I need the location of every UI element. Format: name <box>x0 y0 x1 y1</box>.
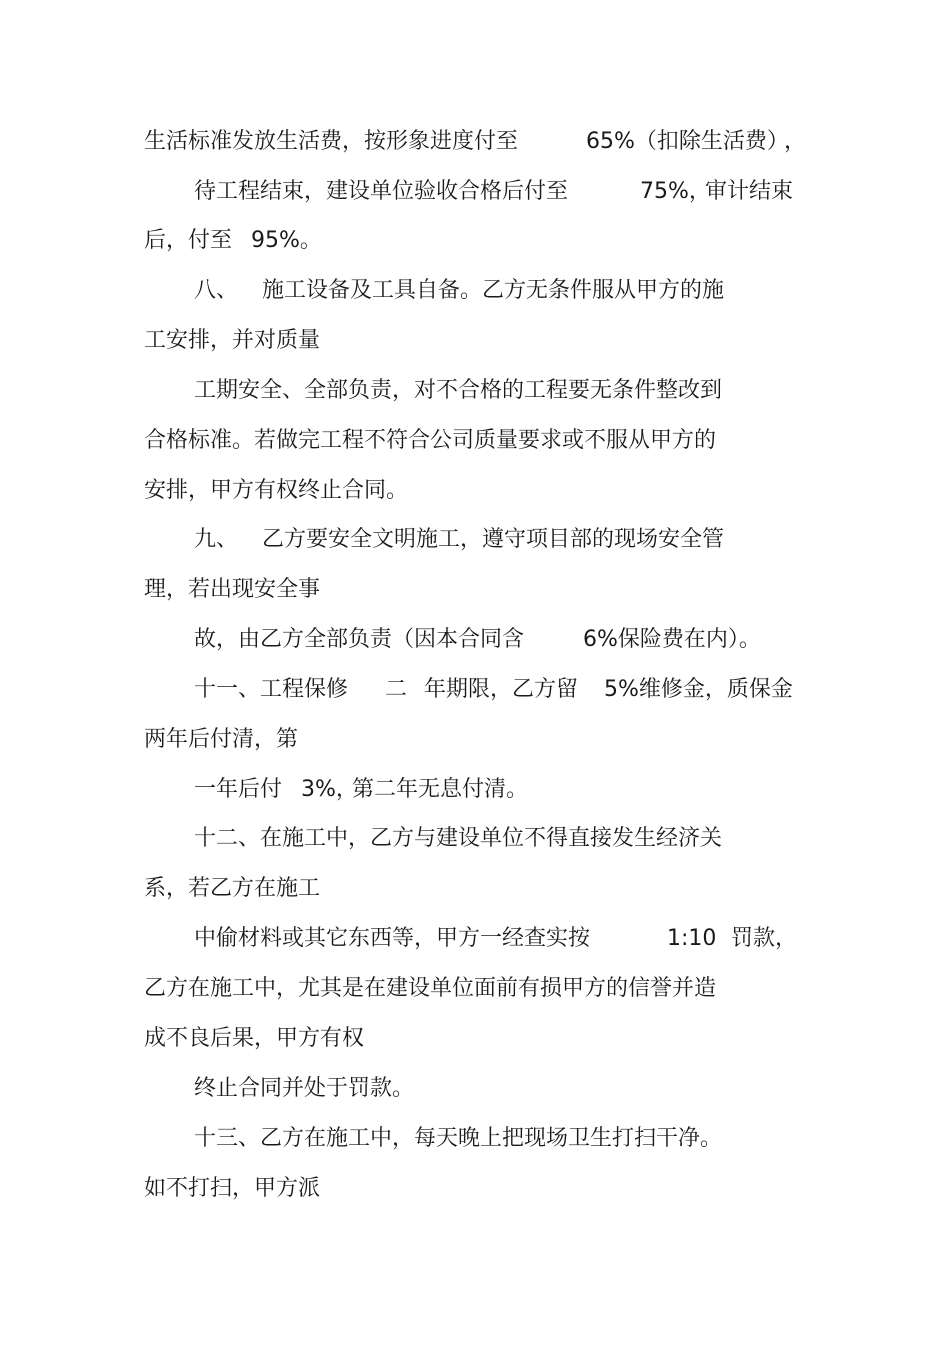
text-line <box>0 226 950 256</box>
text-segment: 系，若乙方在施工 <box>144 876 321 901</box>
text-segment: 中偷材料或其它东西等，甲方一经查实按 <box>194 926 591 951</box>
text-segment: 6%保险费在内）。 <box>583 627 761 652</box>
text-segment: 第二年无息付清。 <box>352 777 529 802</box>
section-number: 八、 <box>194 278 239 303</box>
text-segment: 乙方要安全文明施工，遵守项目部的现场安全管 <box>262 527 725 552</box>
text-line <box>0 326 950 356</box>
text-segment: 5%维修金，质保金 <box>604 677 793 702</box>
text-line <box>0 675 950 705</box>
text-segment: 合格标准。若做完工程不符合公司质量要求或不服从甲方的 <box>144 428 717 453</box>
text-line <box>0 775 950 805</box>
text-segment: 待工程结束，建设单位验收合格后付至 <box>194 179 569 204</box>
text-segment: 95%。 <box>251 228 322 253</box>
text-segment: 3%， <box>301 777 358 802</box>
text-line <box>0 276 950 306</box>
text-line <box>0 525 950 555</box>
text-line <box>0 974 950 1004</box>
text-line <box>0 1124 950 1154</box>
text-line <box>0 177 950 207</box>
text-segment: 十三、乙方在施工中，每天晚上把现场卫生打扫干净。 <box>194 1126 723 1151</box>
text-segment: 二 <box>385 677 408 702</box>
text-segment: 成不良后果，甲方有权 <box>144 1026 365 1051</box>
text-segment: 终止合同并处于罚款。 <box>194 1076 415 1101</box>
text-segment: 审计结束 <box>705 179 794 204</box>
text-line <box>0 127 950 157</box>
text-line <box>0 725 950 755</box>
text-segment: 两年后付清，第 <box>144 727 299 752</box>
text-segment: 故，由乙方全部负责（因本合同含 <box>194 627 525 652</box>
text-segment: 十一、工程保修 <box>194 677 349 702</box>
text-segment: ， <box>784 129 807 154</box>
text-line <box>0 924 950 954</box>
text-segment: 乙方在施工中，尤其是在建设单位面前有损甲方的信誉并造 <box>144 976 717 1001</box>
text-line <box>0 476 950 506</box>
text-line <box>0 1024 950 1054</box>
text-line <box>0 625 950 655</box>
text-segment: 安排，甲方有权终止合同。 <box>144 478 409 503</box>
text-segment: 年期限，乙方留 <box>424 677 579 702</box>
text-segment: 75%， <box>640 179 711 204</box>
text-segment: 十二、在施工中，乙方与建设单位不得直接发生经济关 <box>194 826 723 851</box>
text-segment: 施工设备及工具自备。乙方无条件服从甲方的施 <box>262 278 725 303</box>
text-line <box>0 426 950 456</box>
text-line <box>0 376 950 406</box>
text-line <box>0 1074 950 1104</box>
text-segment: 如不打扫，甲方派 <box>144 1176 321 1201</box>
text-line <box>0 1174 950 1204</box>
text-segment: 1:10 <box>667 926 717 951</box>
text-segment: 一年后付 <box>194 777 283 802</box>
text-segment: 65%（扣除生活费） <box>586 129 789 154</box>
text-segment: 生活标准发放生活费，按形象进度付至 <box>144 129 519 154</box>
text-segment: 后，付至 <box>144 228 233 253</box>
text-segment: 工安排，并对质量 <box>144 328 321 353</box>
text-line <box>0 575 950 605</box>
text-segment: 罚款， <box>731 926 798 951</box>
text-line <box>0 874 950 904</box>
section-number: 九、 <box>194 527 239 552</box>
text-segment: 工期安全、全部负责，对不合格的工程要无条件整改到 <box>194 378 723 403</box>
text-line <box>0 824 950 854</box>
text-segment: 理，若出现安全事 <box>144 577 321 602</box>
